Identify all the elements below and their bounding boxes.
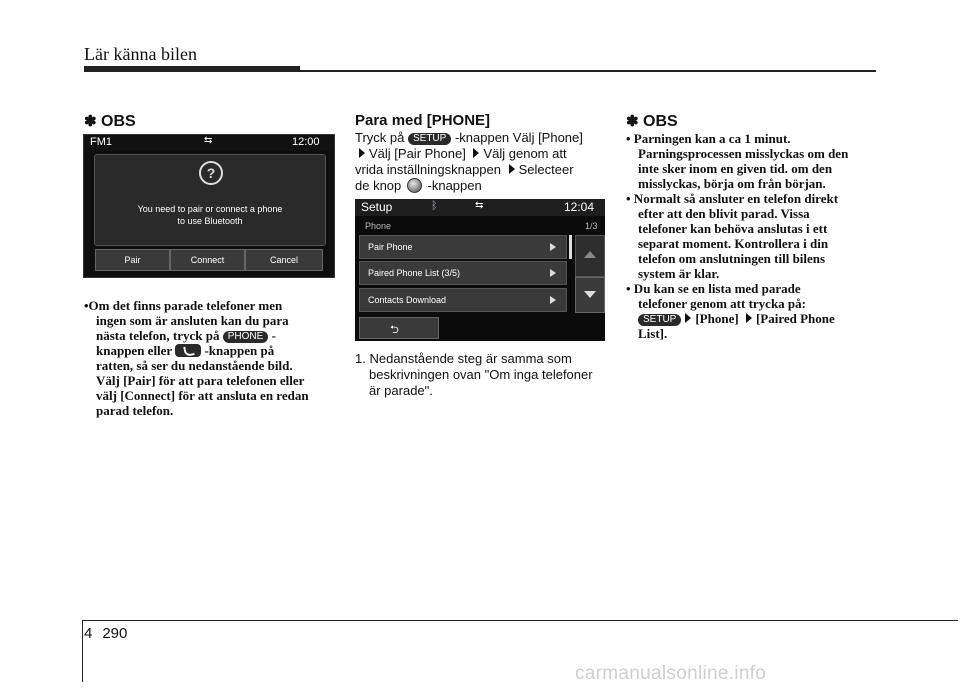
arrow-right-icon [685, 313, 691, 323]
header-rule-thin [300, 70, 876, 72]
usb-icon: ⇆ [475, 200, 484, 211]
footer-vertical-rule [82, 620, 83, 682]
page-header-title: Lär känna bilen [84, 44, 197, 64]
screen1-message-line1: You need to pair or connect a phone [137, 204, 283, 214]
arrow-up-icon [584, 251, 596, 258]
header-rule-thick [84, 66, 300, 72]
pair-button[interactable]: Pair [95, 249, 170, 271]
back-button[interactable] [359, 317, 439, 339]
setup-badge: SETUP [638, 314, 681, 326]
screen2-time: 12:04 [564, 200, 595, 214]
setup-badge: SETUP [408, 133, 451, 145]
pair-phone-item[interactable]: Pair Phone [359, 235, 567, 259]
question-icon: ? [199, 161, 223, 185]
cancel-button[interactable]: Cancel [245, 249, 323, 271]
arrow-down-icon [584, 291, 596, 298]
pair-phone-heading: Para med [PHONE] [355, 112, 491, 129]
screen1-message-line2: to use Bluetooth [177, 216, 243, 226]
arrow-right-icon [746, 313, 752, 323]
bluetooth-prompt-screen [83, 134, 335, 278]
screen2-section: Phone [365, 221, 392, 231]
chevron-right-icon [550, 243, 556, 251]
setup-phone-screen [355, 199, 605, 341]
usb-icon: ⇆ [204, 135, 213, 146]
screen1-topbar [84, 135, 334, 151]
chevron-right-icon [550, 296, 556, 304]
arrow-right-icon [359, 148, 365, 158]
back-arrow-icon: ⮌ [390, 323, 399, 336]
col2-step: 1. Nedanstående steg är samma som beskrivningen ovan "Om inga telefoner är parade". [355, 351, 593, 398]
obs-heading-2: ✽ OBS [626, 113, 678, 130]
col3-notes: • Parningen kan a ca 1 minut. Parningsprocessen misslyckas om den inte sker inom en given tid. om den misslyckas, börja om från början. • Normalt så ansluter en telefon direkt efter att den blivit parad. Vissa telefoner kan behöva anslutas i ett separat moment. Kontrollera i din telefon om anslutningen till bilens system är klar. • Du kan se en lista med parade telefoner genom att trycka på: SETUP [Phone] [Paired Phone List]. [626, 131, 849, 341]
screen1-time: 12:00 [292, 136, 320, 148]
phone-call-icon [175, 344, 201, 357]
col1-paragraph: •Om det finns parade telefoner men ingen som är ansluten kan du para nästa telefon, tryck på PHONE - knappen eller -knappen på ratten, så ser du nedanstående bild. Välj [Pair] för att para telefonen eller välj [Connect] för att ansluta en redan parad telefon. [84, 298, 309, 418]
tune-knob-icon [407, 178, 422, 193]
chevron-right-icon [550, 269, 556, 277]
bluetooth-icon: ᛒ [431, 200, 438, 212]
contacts-download-item[interactable]: Contacts Download [359, 288, 567, 312]
col2-intro: Tryck på SETUP -knappen Välj [Phone] Välj [Pair Phone] Välj genom att vrida inställningsknappen Selecteer de knop -knappen [355, 130, 583, 193]
paired-phone-list-item[interactable]: Paired Phone List (3/5) [359, 261, 567, 285]
scroll-up-button[interactable] [575, 235, 605, 277]
arrow-right-icon [509, 164, 515, 174]
screen2-title: Setup [361, 200, 393, 214]
note-star-icon: ✽ [626, 113, 639, 130]
obs-heading-1: ✽ OBS [84, 113, 136, 130]
scroll-down-button[interactable] [575, 277, 605, 313]
watermark: carmanualsonline.info [575, 663, 767, 684]
screen2-page: 1/3 [585, 221, 598, 231]
note-star-icon: ✽ [84, 113, 97, 130]
scrollbar-thumb[interactable] [569, 235, 572, 259]
phone-badge: PHONE [223, 331, 269, 343]
connect-button[interactable]: Connect [170, 249, 245, 271]
screen1-dialog [94, 154, 326, 246]
screen1-source: FM1 [90, 136, 112, 148]
screen2-topbar [355, 199, 605, 216]
page-number: 4 290 [84, 625, 128, 642]
footer-rule [82, 620, 958, 621]
arrow-right-icon [473, 148, 479, 158]
